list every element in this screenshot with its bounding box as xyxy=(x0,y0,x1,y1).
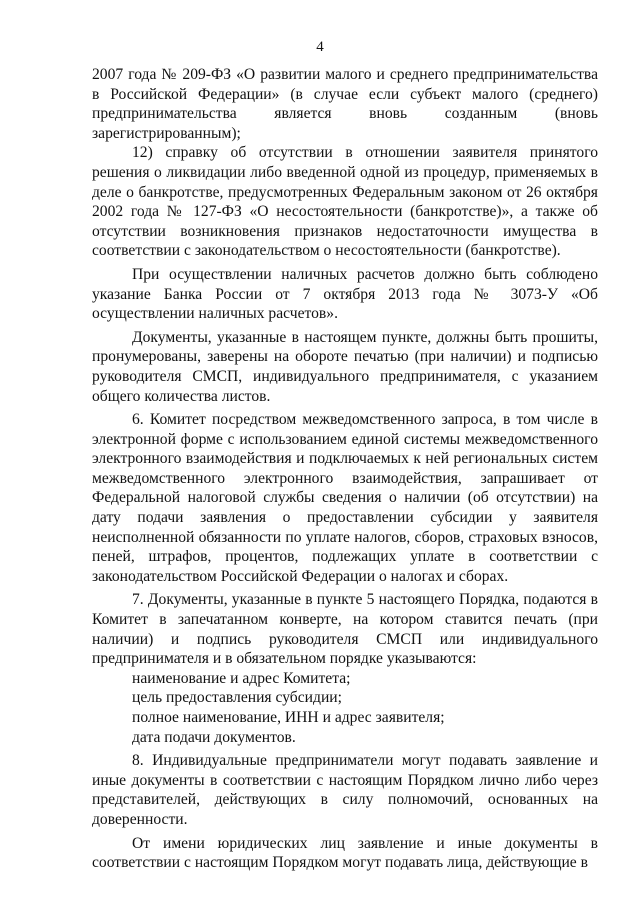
paragraph-item-6: 6. Комитет посредством межведомственного запроса, в том числе в электронной форме с использованием единой системы межведомственного электронного взаимодействия и подключаемых к ней региональных систем межведомственного электронного взаимодействия, запрашивает от Федеральной налоговой службы сведения о наличии (об отсутствии) на дату подачи заявления о предоставлении субсидии у заявителя неисполненной обязанности по уплате налогов, сборов, страховых взносов, пеней, штрафов, процентов, подлежащих уплате в соответствии с законодательством Российской Федерации о налогах и сборах. xyxy=(92,411,598,585)
paragraph-cash-settlements: При осуществлении наличных расчетов должно быть соблюдено указание Банка России от 7 октября 2013 года № 3073-У «Об осуществлении наличных расчетов». xyxy=(92,265,598,323)
list-item-submission-date: дата подачи документов. xyxy=(132,728,296,746)
page-number: 4 xyxy=(316,39,324,55)
paragraph-item-12: 12) справку об отсутствии в отношении заявителя принятого решения о ликвидации либо введенной одной из процедур, применяемых в деле о банкротстве, предусмотренных Федеральным законом от 26 октября 2002 года № 127-ФЗ «О несостоятельности (банкротстве)», а также об отсутствии возникновения признаков недостаточности имущества в соответствии с законодательством о несостоятельности (банкротстве). xyxy=(92,144,598,260)
paragraph-item-7: 7. Документы, указанные в пункте 5 настоящего Порядка, подаются в Комитет в запечатанном конверте, на котором ставится печать (при наличии) и подпись руководителя СМСП или индивидуального предпринимателя и в обязательном порядке указываются: xyxy=(92,591,598,668)
document-body xyxy=(92,65,598,873)
list-item-applicant-info: полное наименование, ИНН и адрес заявителя; xyxy=(132,709,445,726)
paragraph-law-reference: 2007 года № 209-ФЗ «О развитии малого и среднего предпринимательства в Российской Федерации» (в случае если субъект малого (среднего) предпринимательства является вновь созданным (вновь зарегистрированным); xyxy=(92,66,598,142)
list-item-committee-address: наименование и адрес Комитета; xyxy=(132,669,351,687)
paragraph-legal-entities: От имени юридических лиц заявление и иные документы в соответствии с настоящим Порядком могут подавать лица, действующие в xyxy=(92,834,598,872)
paragraph-item-8: 8. Индивидуальные предприниматели могут подавать заявление и иные документы в соответствии с настоящим Порядком лично либо через представителей, действующих в силу полномочий, основанных на доверенности. xyxy=(92,752,598,828)
paragraph-documents-bound: Документы, указанные в настоящем пункте, должны быть прошиты, пронумерованы, заверены на обороте печатью (при наличии) и подписью руководителя СМСП, индивидуального предпринимателя, с указанием общего количества листов. xyxy=(92,328,598,405)
list-item-subsidy-purpose: цель предоставления субсидии; xyxy=(132,689,342,707)
